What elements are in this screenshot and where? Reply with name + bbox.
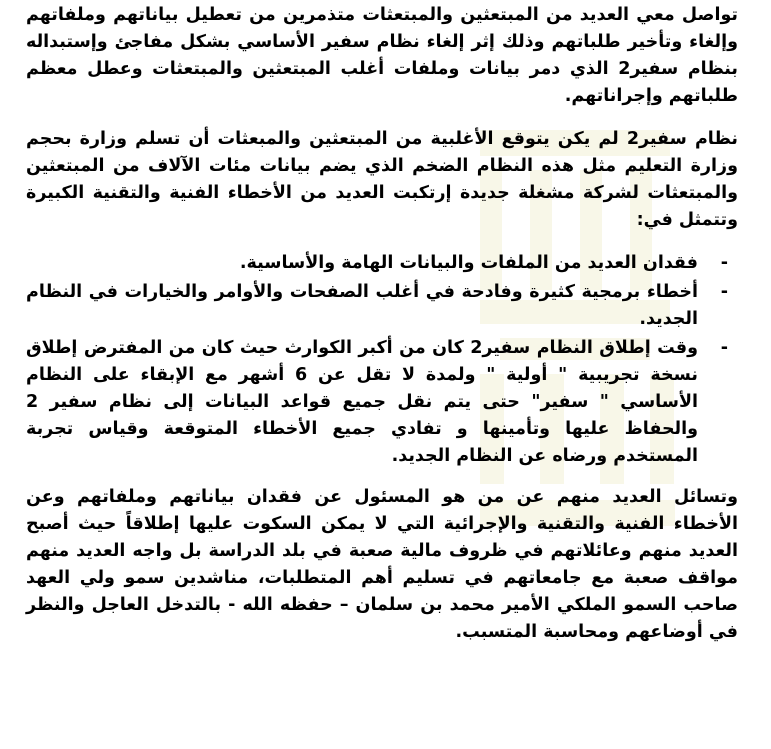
list-item: [26, 279, 738, 333]
intro-paragraph: تواصل معي العديد من المبتعثين والمبتعثات متذمرين من تعطيل بياناتهم وملفاتهم وإلغاء وتأخير طلباتهم وذلك إثر إلغاء نظام سفير الأساسي بشكل مفاجئ وإستبداله بنظام سفير2 الذي دمر بيانات وملفات أغلب المبتعثين والمبتعثات وعطل معظم طلباتهم وإجراناتهم.: [26, 5, 739, 106]
closing-paragraph: وتسائل العديد منهم عن من هو المسئول عن فقدان بياناتهم وملفاتهم وعن الأخطاء الفنية والتقنية والإجرائية التي لا يمكن السكوت عليها إطلاقاً حيث أصبح العديد منهم وعائلاتهم في ظروف مالية صعبة في بلد الدراسة بل واجه العديد منهم مواقف صعبة مع جامعاتهم في تسليم أهم المتطلبات، مناشدين سمو ولي العهد صاحب السمو الملكي الأمير محمد بن سلمان – حفظه الله - بالتدخل العاجل والنظر في أوضاعهم ومحاسبة المتسبب.: [26, 487, 738, 642]
issues-list: [26, 250, 738, 470]
list-item: [26, 250, 738, 277]
list-item: [26, 335, 738, 470]
article-body: [26, 2, 738, 662]
list-item-text: أخطاء برمجية كثيرة وفادحة في أغلب الصفحات والأوامر والخيارات في النظام الجديد.: [26, 282, 698, 329]
bullet-dash: -: [720, 253, 728, 273]
bullet-dash: -: [720, 338, 728, 358]
bullet-dash: -: [720, 282, 728, 302]
safeer2-paragraph: نظام سفير2 لم يكن يتوقع الأغلبية من المبتعثين والمبعثات أن تسلم وزارة بحجم وزارة التعليم مثل هذه النظام الضخم الذي يضم بيانات مئات الآلاف من المبتعثين والمبتعثات لشركة مشغلة جديدة إرتكبت العديد من الأخطاء الفنية والتقنية الكبيرة وتتمثل في:: [26, 129, 738, 230]
list-item-text: وقت إطلاق النظام سفير2 كان من أكبر الكوارث حيث كان من المفترض إطلاق نسخة تجريبية " أولية " ولمدة لا تقل عن 6 أشهر مع الإبقاء على النظام الأساسي " سفير" حتى يتم نقل جميع قواعد البيانات إلى نظام سفير 2 والحفاظ عليها وتأمينها و تفادي جميع الأخطاء المتوقعة وقياس تجربة المستخدم ورضاه عن النظام الجديد.: [26, 338, 699, 466]
list-item-text: فقدان العديد من الملفات والبيانات الهامة والأساسية.: [239, 253, 698, 273]
